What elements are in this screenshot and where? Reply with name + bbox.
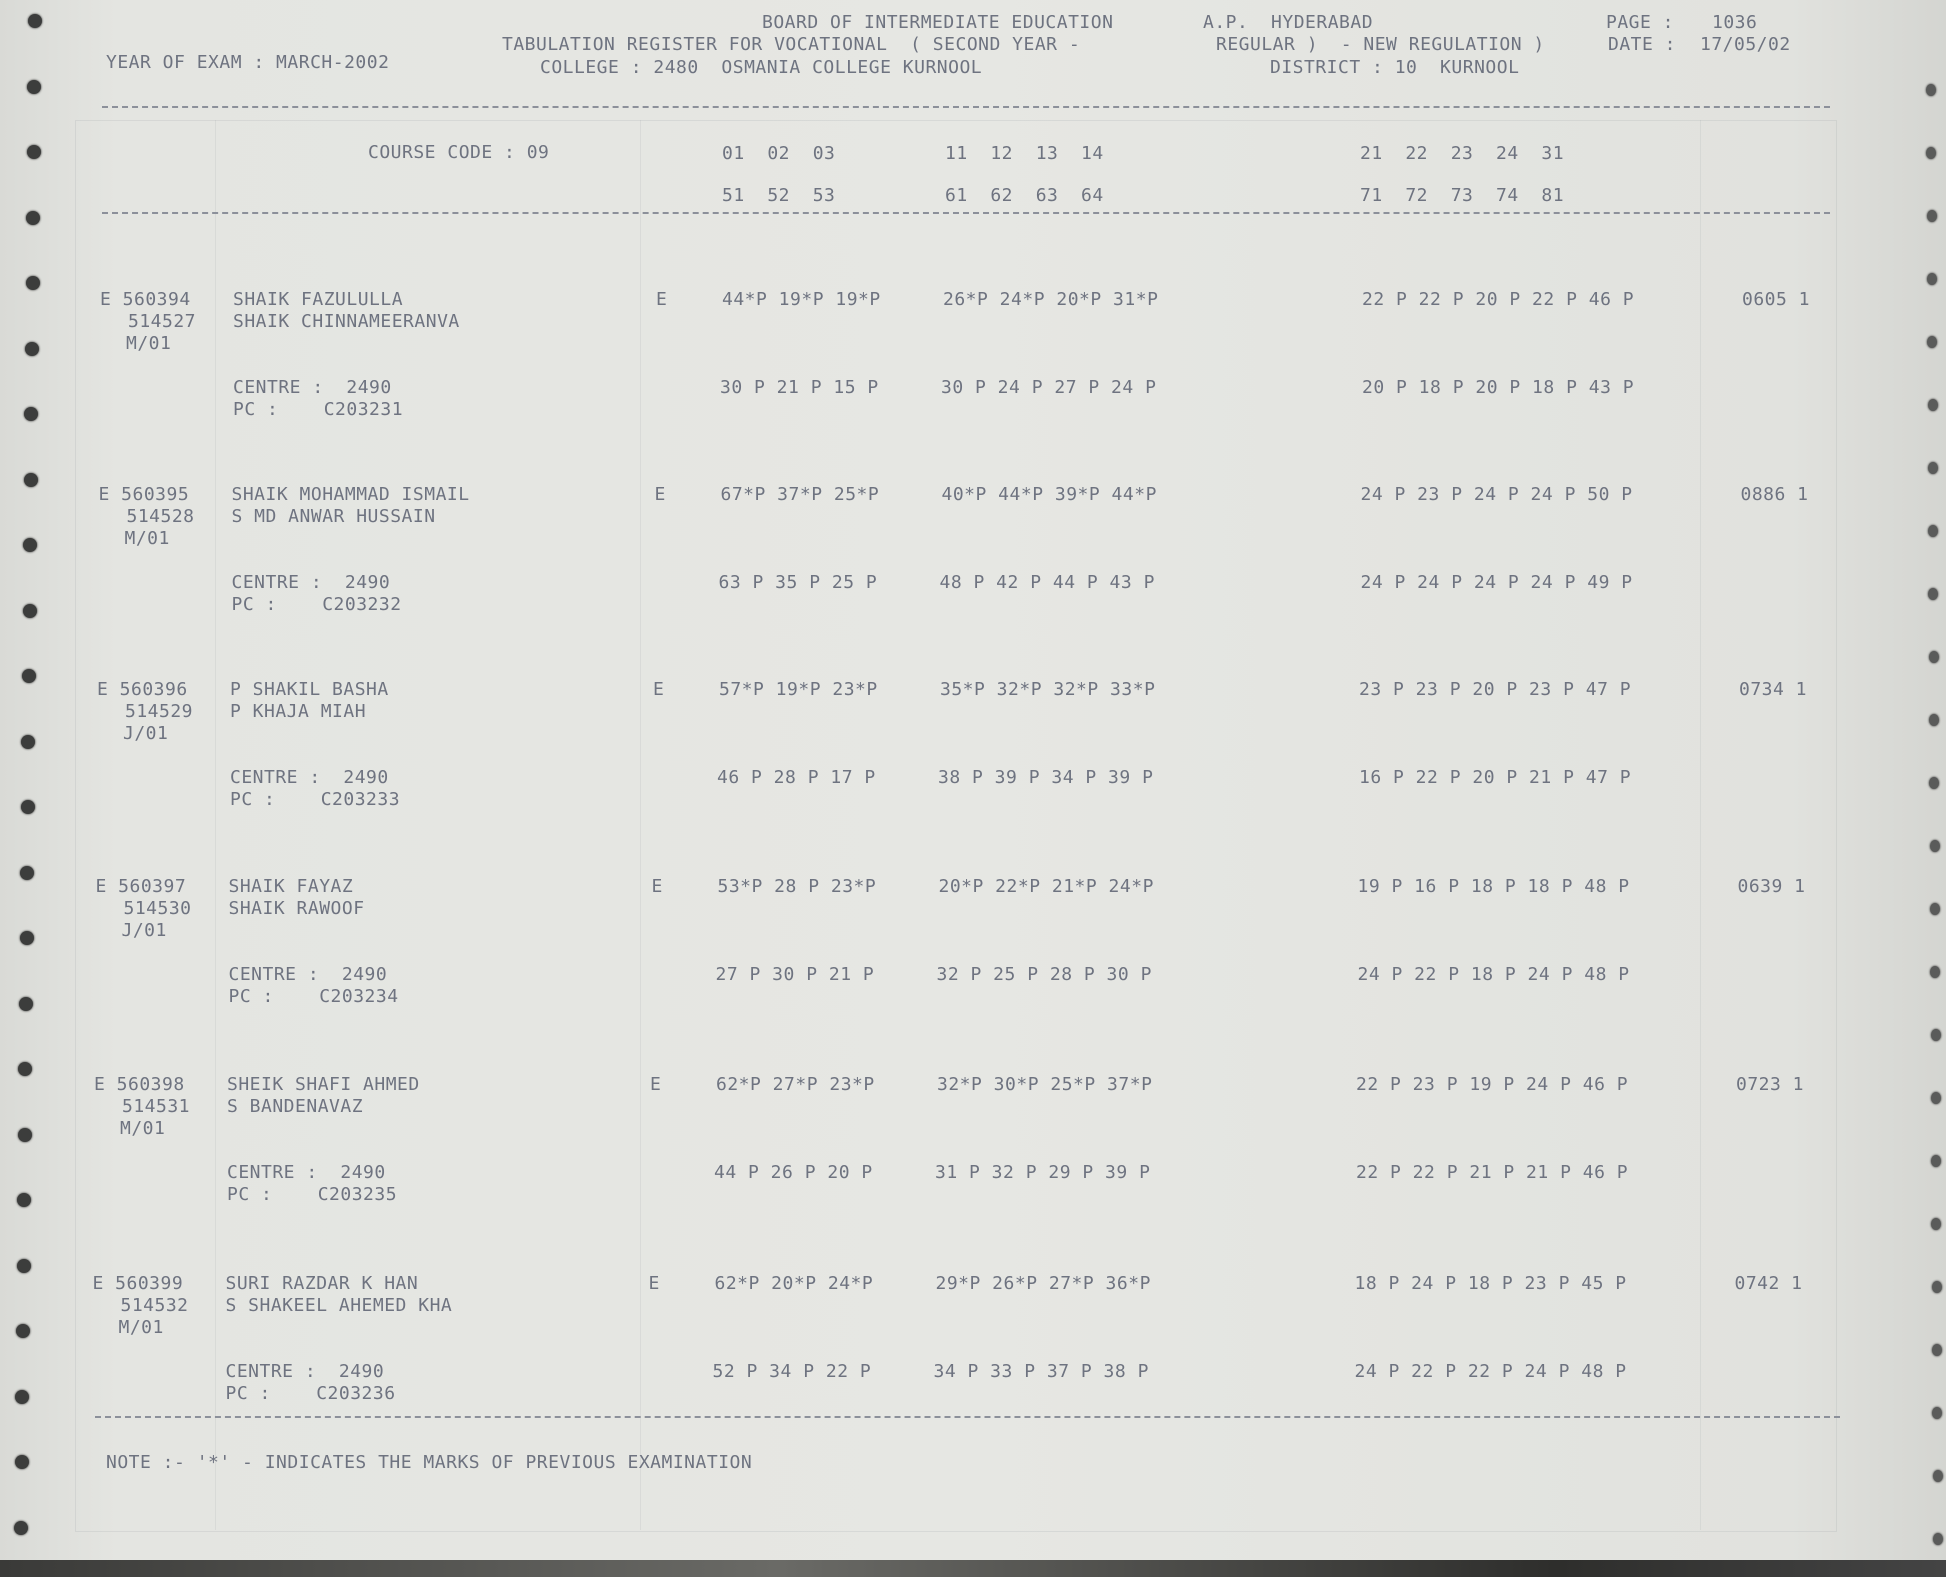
father-name: S MD ANWAR HUSSAIN (231, 506, 436, 527)
punch-hole (1933, 1470, 1943, 1482)
ghost-line (1700, 120, 1701, 1530)
grand-total: 0639 1 (1737, 876, 1806, 897)
subject-codes-1c: 21 22 23 24 31 (1360, 143, 1565, 164)
marks-part1-a: 62*P 27*P 23*P (716, 1074, 875, 1095)
date-label: DATE : (1608, 34, 1677, 55)
centre: CENTRE : 2490 (225, 1361, 385, 1382)
grand-total: 0723 1 (1736, 1074, 1805, 1095)
punch-hole (19, 997, 33, 1011)
punch-hole (23, 604, 37, 618)
punch-hole (16, 1324, 30, 1338)
marks-part2-a: 44 P 26 P 20 P (714, 1162, 873, 1183)
punch-hole (15, 1390, 29, 1404)
student-name: SHAIK FAZULULLA (233, 289, 404, 310)
punch-hole (1928, 399, 1938, 411)
hall-ticket: 514528 (126, 506, 195, 527)
separator (95, 1416, 1840, 1418)
marks-part2-b: 32 P 25 P 28 P 30 P (936, 964, 1152, 985)
marks-part2-b: 34 P 33 P 37 P 38 P (933, 1361, 1149, 1382)
hall-ticket: 514532 (120, 1295, 189, 1316)
marks-part1-a: 57*P 19*P 23*P (719, 679, 878, 700)
category: M/01 (120, 1118, 166, 1139)
medium: E (656, 289, 668, 310)
medium: E (651, 876, 663, 897)
student-name: SHEIK SHAFI AHMED (227, 1074, 420, 1095)
marks-part1-a: 67*P 37*P 25*P (720, 484, 880, 505)
marks-part2-b: 48 P 42 P 44 P 43 P (939, 572, 1155, 593)
marks-part1-b: 35*P 32*P 32*P 33*P (940, 679, 1156, 700)
category: J/01 (123, 723, 169, 744)
marks-part1-c: 18 P 24 P 18 P 23 P 45 P (1354, 1273, 1627, 1294)
student-id: E 560396 (97, 679, 188, 700)
grand-total: 0734 1 (1739, 679, 1808, 700)
year-of-exam: YEAR OF EXAM : MARCH-2002 (106, 52, 390, 73)
marks-part2-a: 63 P 35 P 25 P (718, 572, 878, 593)
subject-codes-2c: 71 72 73 74 81 (1360, 185, 1565, 206)
pc-code: PC : C203231 (233, 399, 404, 420)
punch-hole (20, 931, 34, 945)
subject-codes-1a: 01 02 03 (722, 143, 836, 164)
register-title: TABULATION REGISTER FOR VOCATIONAL ( SECOND YEAR - (502, 34, 1081, 55)
course-code: COURSE CODE : 09 (368, 142, 550, 163)
punch-hole (1931, 1029, 1941, 1041)
ghost-line (215, 120, 216, 1530)
marks-part1-a: 53*P 28 P 23*P (717, 876, 877, 897)
marks-part1-b: 20*P 22*P 21*P 24*P (938, 876, 1154, 897)
punch-hole (21, 800, 35, 814)
centre: CENTRE : 2490 (228, 964, 388, 985)
student-id: E 560397 (95, 876, 187, 897)
punch-hole (1933, 1533, 1943, 1545)
marks-part2-c: 24 P 22 P 18 P 24 P 48 P (1357, 964, 1630, 985)
separator (102, 212, 1830, 214)
punch-hole (1930, 903, 1940, 915)
marks-part1-a: 44*P 19*P 19*P (722, 289, 881, 310)
punch-hole (18, 1128, 32, 1142)
marks-part2-b: 31 P 32 P 29 P 39 P (935, 1162, 1151, 1183)
marks-part2-c: 20 P 18 P 20 P 18 P 43 P (1362, 377, 1635, 398)
punch-hole (17, 1259, 31, 1273)
student-id: E 560399 (92, 1273, 184, 1294)
grand-total: 0742 1 (1734, 1273, 1803, 1294)
student-name: SHAIK FAYAZ (228, 876, 354, 897)
punch-hole (24, 473, 38, 487)
date-value: 17/05/02 (1700, 34, 1791, 55)
pc-code: PC : C203232 (231, 594, 402, 615)
ghost-line (640, 120, 641, 1530)
punch-hole (20, 866, 34, 880)
subject-codes-1b: 11 12 13 14 (945, 143, 1104, 164)
punch-hole (1926, 84, 1936, 96)
marks-part1-b: 29*P 26*P 27*P 36*P (935, 1273, 1151, 1294)
subject-codes-2a: 51 52 53 (722, 185, 836, 206)
marks-part2-b: 38 P 39 P 34 P 39 P (938, 767, 1154, 788)
subject-codes-2b: 61 62 63 64 (945, 185, 1104, 206)
pc-code: PC : C203236 (225, 1383, 396, 1404)
punch-hole (15, 1455, 29, 1469)
punch-hole (27, 80, 41, 94)
page-number: 1036 (1712, 12, 1758, 33)
punch-hole (27, 145, 41, 159)
hall-ticket: 514531 (122, 1096, 191, 1117)
punch-hole (1932, 1344, 1942, 1356)
page-label: PAGE : (1606, 12, 1675, 33)
father-name: SHAIK RAWOOF (228, 898, 365, 919)
marks-part1-c: 19 P 16 P 18 P 18 P 48 P (1357, 876, 1630, 897)
category: M/01 (124, 528, 170, 549)
medium: E (653, 679, 665, 700)
college: COLLEGE : 2480 OSMANIA COLLEGE KURNOOL (540, 57, 983, 78)
marks-part2-a: 30 P 21 P 15 P (720, 377, 879, 398)
pc-code: PC : C203235 (227, 1184, 398, 1205)
punch-hole (1930, 840, 1940, 852)
father-name: S SHAKEEL AHEMED KHA (225, 1295, 453, 1316)
category: M/01 (118, 1317, 164, 1338)
marks-part1-b: 26*P 24*P 20*P 31*P (943, 289, 1159, 310)
punch-hole (1927, 273, 1937, 285)
marks-part1-c: 24 P 23 P 24 P 24 P 50 P (1360, 484, 1633, 505)
centre: CENTRE : 2490 (227, 1162, 386, 1183)
father-name: SHAIK CHINNAMEERANVA (233, 311, 460, 332)
punch-hole (1929, 651, 1939, 663)
punch-hole (14, 1521, 28, 1535)
medium: E (654, 484, 666, 505)
father-name: P KHAJA MIAH (230, 701, 367, 722)
punch-hole (1927, 210, 1937, 222)
punch-hole (25, 342, 39, 356)
student-id: E 560398 (94, 1074, 185, 1095)
footer-note: NOTE :- '*' - INDICATES THE MARKS OF PREVIOUS EXAMINATION (106, 1452, 753, 1473)
punch-hole (26, 276, 40, 290)
medium: E (650, 1074, 662, 1095)
punch-hole (21, 735, 35, 749)
student-id: E 560394 (100, 289, 191, 310)
student-id: E 560395 (98, 484, 190, 505)
marks-part1-c: 22 P 23 P 19 P 24 P 46 P (1356, 1074, 1629, 1095)
punch-hole (1929, 714, 1939, 726)
marks-part2-a: 52 P 34 P 22 P (712, 1361, 872, 1382)
punch-hole (1928, 462, 1938, 474)
centre: CENTRE : 2490 (230, 767, 389, 788)
marks-part2-c: 24 P 24 P 24 P 24 P 49 P (1360, 572, 1633, 593)
punch-hole (26, 211, 40, 225)
punch-hole (1932, 1281, 1942, 1293)
board-name: BOARD OF INTERMEDIATE EDUCATION (762, 12, 1114, 33)
marks-part2-c: 16 P 22 P 20 P 21 P 47 P (1359, 767, 1632, 788)
marks-part1-c: 23 P 23 P 20 P 23 P 47 P (1359, 679, 1632, 700)
grand-total: 0886 1 (1740, 484, 1809, 505)
hall-ticket: 514527 (128, 311, 197, 332)
marks-part1-c: 22 P 22 P 20 P 22 P 46 P (1362, 289, 1635, 310)
pc-code: PC : C203233 (230, 789, 401, 810)
father-name: S BANDENAVAZ (227, 1096, 364, 1117)
hall-ticket: 514530 (123, 898, 192, 919)
marks-part2-a: 46 P 28 P 17 P (717, 767, 876, 788)
marks-part1-a: 62*P 20*P 24*P (714, 1273, 874, 1294)
medium: E (648, 1273, 660, 1294)
category: J/01 (121, 920, 167, 941)
district: DISTRICT : 10 KURNOOL (1270, 57, 1520, 78)
marks-part2-c: 24 P 22 P 22 P 24 P 48 P (1354, 1361, 1627, 1382)
hall-ticket: 514529 (125, 701, 194, 722)
student-name: P SHAKIL BASHA (230, 679, 389, 700)
category: M/01 (126, 333, 172, 354)
scan-edge (0, 1560, 1946, 1577)
centre: CENTRE : 2490 (233, 377, 392, 398)
marks-part1-b: 32*P 30*P 25*P 37*P (937, 1074, 1153, 1095)
regulation: REGULAR ) - NEW REGULATION ) (1216, 34, 1545, 55)
student-name: SURI RAZDAR K HAN (225, 1273, 419, 1294)
marks-part1-b: 40*P 44*P 39*P 44*P (941, 484, 1157, 505)
punch-hole (28, 14, 42, 28)
marks-part2-a: 27 P 30 P 21 P (715, 964, 875, 985)
marks-part2-c: 22 P 22 P 21 P 21 P 46 P (1356, 1162, 1629, 1183)
grand-total: 0605 1 (1742, 289, 1811, 310)
pc-code: PC : C203234 (228, 986, 399, 1007)
student-name: SHAIK MOHAMMAD ISMAIL (231, 484, 470, 505)
state-city: A.P. HYDERABAD (1203, 12, 1374, 33)
marks-part2-b: 30 P 24 P 27 P 24 P (941, 377, 1157, 398)
punch-hole (1931, 1092, 1941, 1104)
separator (102, 106, 1830, 108)
centre: CENTRE : 2490 (231, 572, 391, 593)
punch-hole (22, 669, 36, 683)
